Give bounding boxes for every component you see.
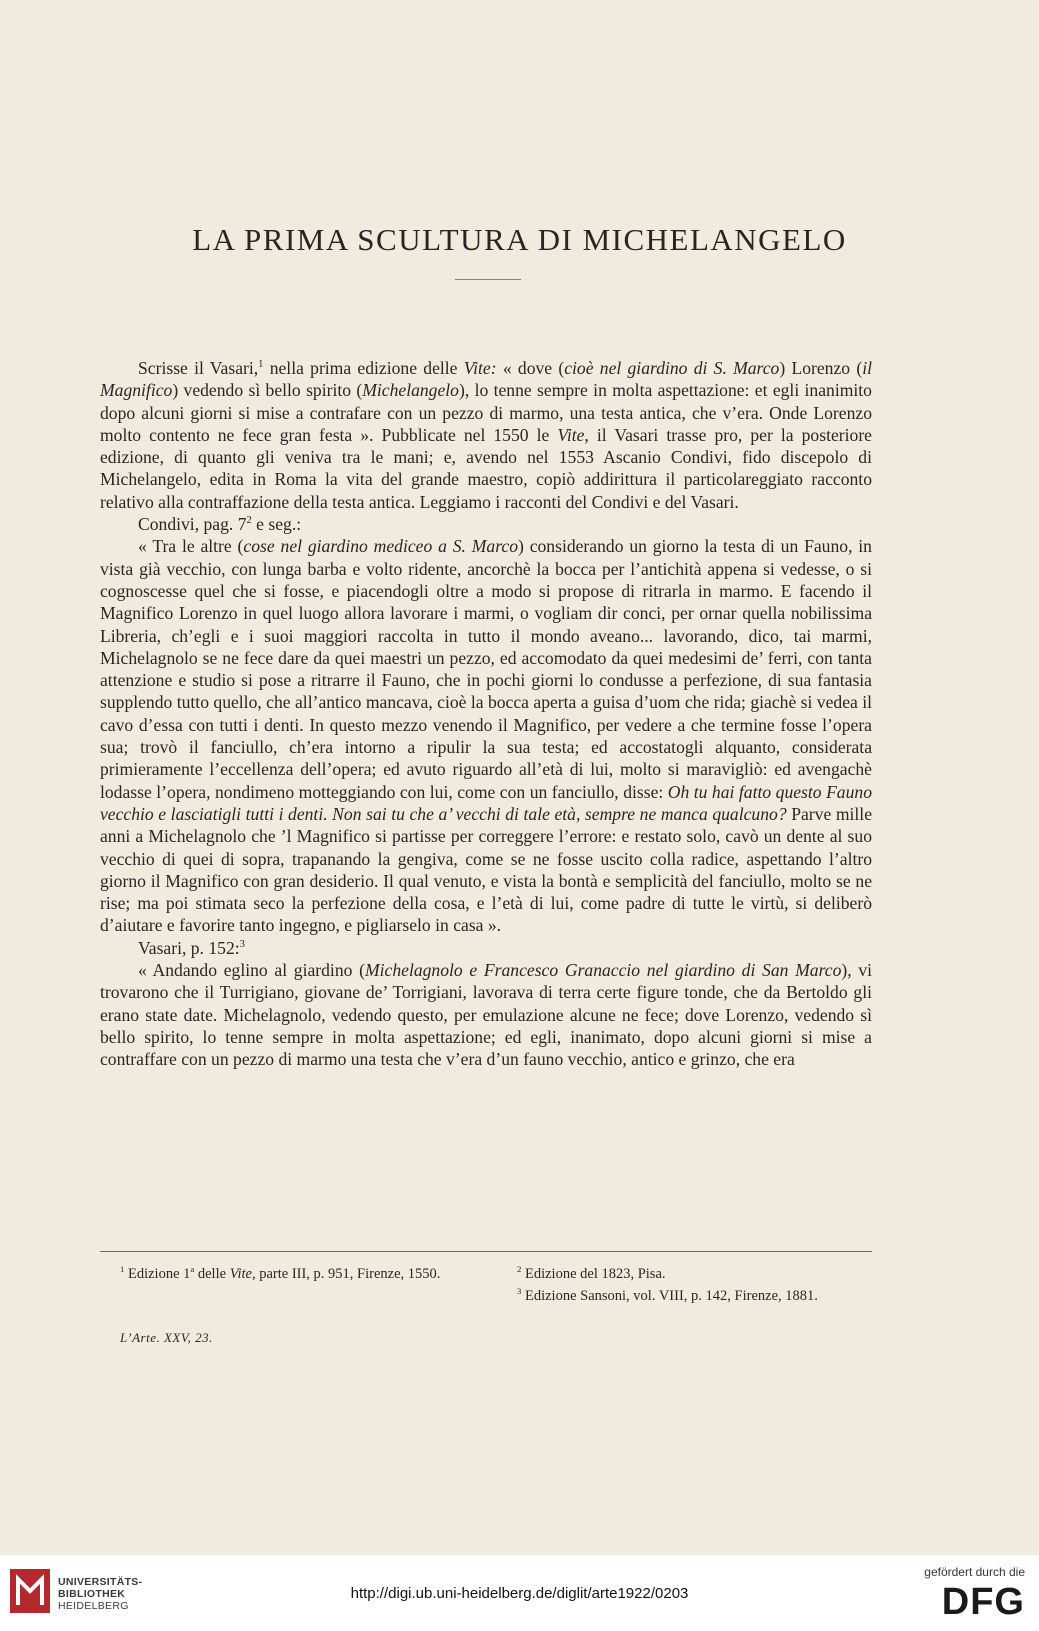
footnote: $^2$ Edizione del 1823, Pisa. [517,1264,666,1282]
viewer-footer [0,1555,1039,1631]
footnote-divider [100,1251,872,1252]
footnotes-left-column [100,1263,488,1285]
body-paragraph: Scrisse il Vasari,$^1$ nella prima edizione delle Vite: « dove (cioè nel giardino di S. Marco) Lorenzo (il Magnifico) vedendo sì bello spirito (Michelangelo), lo tenne sempre in molta aspettazione: et egli inanimito dopo alcuni giorni si mise a contrafare con un pezzo di marmo, una testa antica, che v’era. Onde Lorenzo molto contento ne fece gran festa ». Pubblicate nel 1550 le Vite, il Vasari trasse pro, per la posteriore edizione, di quanto gli veniva tra le mani; e, avendo nel 1553 Ascanio Condivi, fido discepolo di Michelangelo, edita in Roma la vita del grande maestro, copiò addirittura il particolareggiato racconto relativo alla contraffazione della testa antica. Leggiamo i racconti del Condivi e del Vasari. [100,358,872,512]
footnote: $^3$ Edizione Sansoni, vol. VIII, p. 142, Firenze, 1881. [517,1286,818,1304]
funded-by-label: gefördert durch die [924,1565,1025,1579]
article-body [100,357,872,1071]
signature-mark: L’Arte. XXV, 23. [120,1330,213,1345]
footnotes-right-column [503,1263,875,1307]
footnote: $^1$ Edizione 1$^a$ delle Vite, parte III, p. 951, Firenze, 1550. [120,1264,441,1282]
page-url-link[interactable]: http://digi.ub.uni-heidelberg.de/diglit/arte1922/0203 [350,1585,689,1602]
body-paragraph: Vasari, p. 152:$^3$ [138,937,245,958]
body-paragraph: « Andando eglino al giardino (Michelagnolo e Francesco Granaccio nel giardino di San Marco), vi trovarono che il Turrigiano, giovane de’ Torrigiani, lavorava di terra certe figure tonde, che da Bertoldo gli erano state date. Michelagnolo, vedendo questo, per emulazione alcune ne fece; dove Lorenzo, vedendo sì bello spirito, lo tenne sempre in molta aspettazione; ed egli, inanimato, dopo alcuni giorni si mise a contraffare con un pezzo di marmo una testa che v’era d’un fauno vecchio, antico e grinzo, che era [100,960,873,1070]
body-paragraph: « Tra le altre (cose nel giardino mediceo a S. Marco) considerando un giorno la testa di un Fauno, in vista già vecchio, con lunga barba e volto ridente, ancorchè la bocca per l’antichità appena si vedesse, o si cognoscesse quel che si fosse, e piacendogli oltre a modo si propose di ritrarla in marmo. E facendo il Magnifico Lorenzo in quel luogo allora lavorare i marmi, o vogliam dir conci, per ornar quella nobilissima Libreria, ch’egli e i suoi maggiori raccolta in tutto il mondo aveano... lavorando, dico, tai marmi, Michelagnolo se ne fece dare da quei maestri un pezzo, ed accomodato da quei medesimi de’ ferri, con tanta attenzione e studio si pose a ritrarre il Fauno, che in pochi giorni lo condusse a perfezione, di sua fantasia supplendo tutto quello, che all’antico mancava, cioè la bocca aperta a guisa d’uom che rida; giachè si vedea il cavo d’essa con tutti i denti. In questo mezzo venendo il Magnifico, per vedere a che termine fosse l’opera sua; trovò il fanciullo, ch’era intorno a ripulir la sua testa; ed accostatogli alquanto, considerata primieramente l’eccellenza dell’opera; ed avuto riguardo all’età di lui, molto si maravigliò: ed avengachè lodasse l’opera, nondimeno motteggiando con lui, come con un fanciullo, disse: Oh tu hai fatto questo Fauno vecchio e lasciatigli tutti i denti. Non sai tu che a’ vecchi di tale età, sempre ne manca qualcuno? Parve mille anni a Michelagnolo che ’l Magnifico si partisse per correggere l’errore: e restato solo, cavò un dente al suo vecchio di quei di sopra, trapanando la gengiva, come se ne fosse uscito colla radice, aspettando l’altro giorno il Magnifico con gran desiderio. Il qual venuto, e vista la bontà e semplicità del fanciullo, molto se ne rise; ma poi stimata seco la perfezione della cosa, e l’età di lui, come padre di tutte le virtù, si deliberò d’aiutare e favorire tanto ingegno, e pigliarselo in casa ». [100,536,872,936]
library-name[interactable]: UNIVERSITÄTS- BIBLIOTHEK HEIDELBERG [58,1576,143,1612]
dfg-logo[interactable]: DFG [941,1581,1025,1623]
title-divider [455,279,521,280]
article-title: LA PRIMA SCULTURA DI MICHELANGELO [192,222,847,257]
body-paragraph: Condivi, pag. $7^2$ e seg.: [138,514,302,535]
